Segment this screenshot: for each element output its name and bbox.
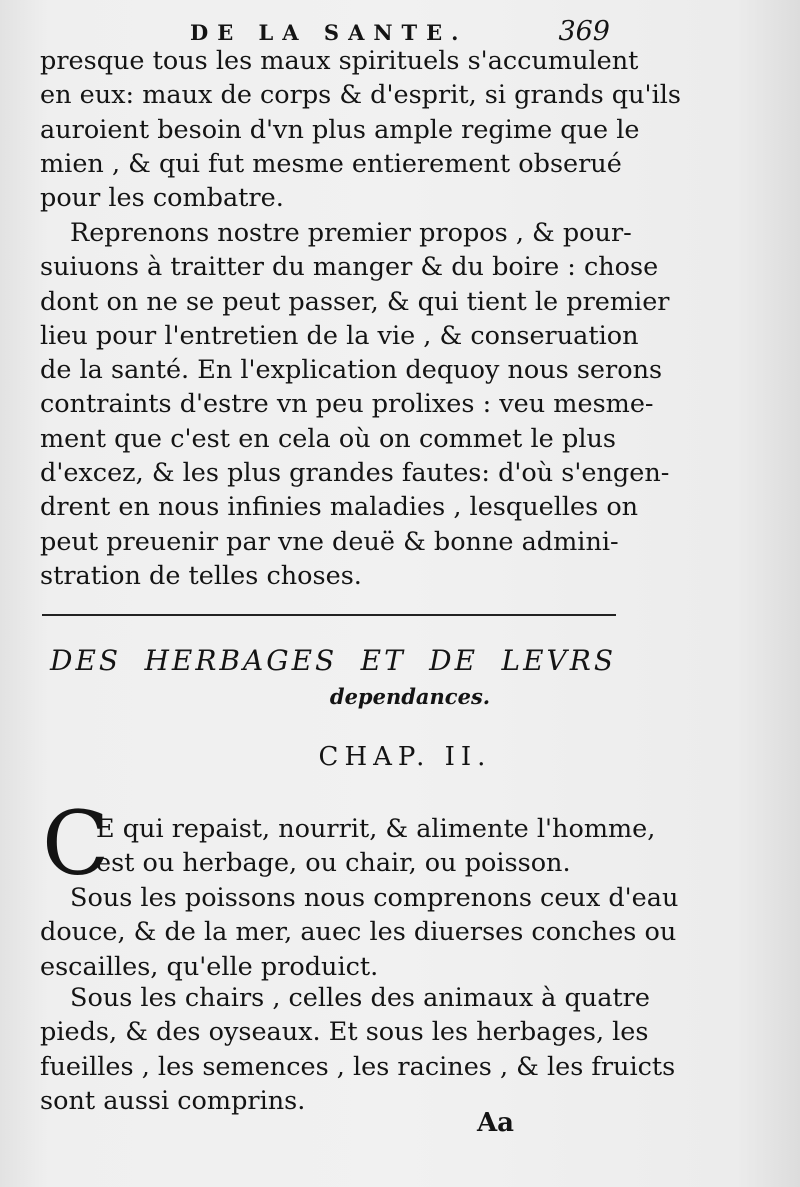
text-line: pieds, & des oyseaux. Et sous les herbages, les — [40, 1017, 649, 1048]
text-line: peut preuenir par vne deuë & bonne admini- — [40, 526, 619, 557]
text-line: contraints d'estre vn peu prolixes : veu mesme- — [40, 389, 654, 420]
text-line: suiuons à traitter du manger & du boire : chose — [40, 252, 659, 283]
text-line: dont on ne se peut passer, & qui tient le premier — [40, 286, 670, 317]
page-number: 369 — [558, 16, 610, 47]
text-line: douce, & de la mer, auec les diuerses conches ou — [40, 917, 677, 948]
running-head: DE LA SANTE. — [190, 20, 468, 45]
text-line: en eux: maux de corps & d'esprit, si grands qu'ils — [40, 80, 681, 111]
catchword: Aa — [476, 1108, 514, 1138]
text-line: Reprenons nostre premier propos , & pour- — [70, 218, 632, 248]
text-line: pour les combatre. — [40, 183, 284, 214]
paragraph-chairs — [40, 981, 676, 1118]
text-line: sont aussi comprins. — [40, 1085, 306, 1116]
text-line: mien , & qui fut mesme entierement obserué — [40, 148, 622, 179]
text-line: presque tous les maux spirituels s'accumulent — [40, 46, 639, 76]
text-line: drent en nous infinies maladies , lesquelles on — [40, 492, 639, 523]
section-subtitle: dependances. — [329, 684, 491, 709]
text-line: Sous les poissons nous comprenons ceux d'eau — [70, 883, 679, 913]
chapter-opening — [96, 812, 656, 881]
section-divider — [42, 614, 616, 616]
paragraph-continued — [40, 44, 681, 215]
text-line: ment que c'est en cela où on commet le plus — [40, 423, 616, 454]
text-line: d'excez, & les plus grandes fautes: d'où s'engen- — [40, 458, 670, 489]
text-line: fueilles , les semences , les racines , & les fruicts — [40, 1051, 676, 1082]
section-title: DES HERBAGES ET DE LEVRS — [50, 644, 616, 677]
paragraph-reprenons — [40, 216, 670, 593]
chapter-label: CHAP. II. — [318, 742, 492, 772]
paragraph-poissons — [40, 881, 679, 984]
text-line: auroient besoin d'vn plus ample regime que le — [40, 114, 640, 145]
text-line: Sous les chairs , celles des animaux à quatre — [70, 983, 650, 1013]
text-line: escailles, qu'elle produict. — [40, 951, 379, 982]
drop-cap: C — [42, 792, 110, 895]
text-line: E qui repaist, nourrit, & alimente l'homme, — [96, 814, 656, 844]
text-line: de la santé. En l'explication dequoy nous serons — [40, 355, 663, 386]
text-line: est ou herbage, ou chair, ou poisson. — [96, 848, 571, 879]
text-line: stration de telles choses. — [40, 560, 362, 591]
text-line: lieu pour l'entretien de la vie , & conseruation — [40, 320, 639, 351]
